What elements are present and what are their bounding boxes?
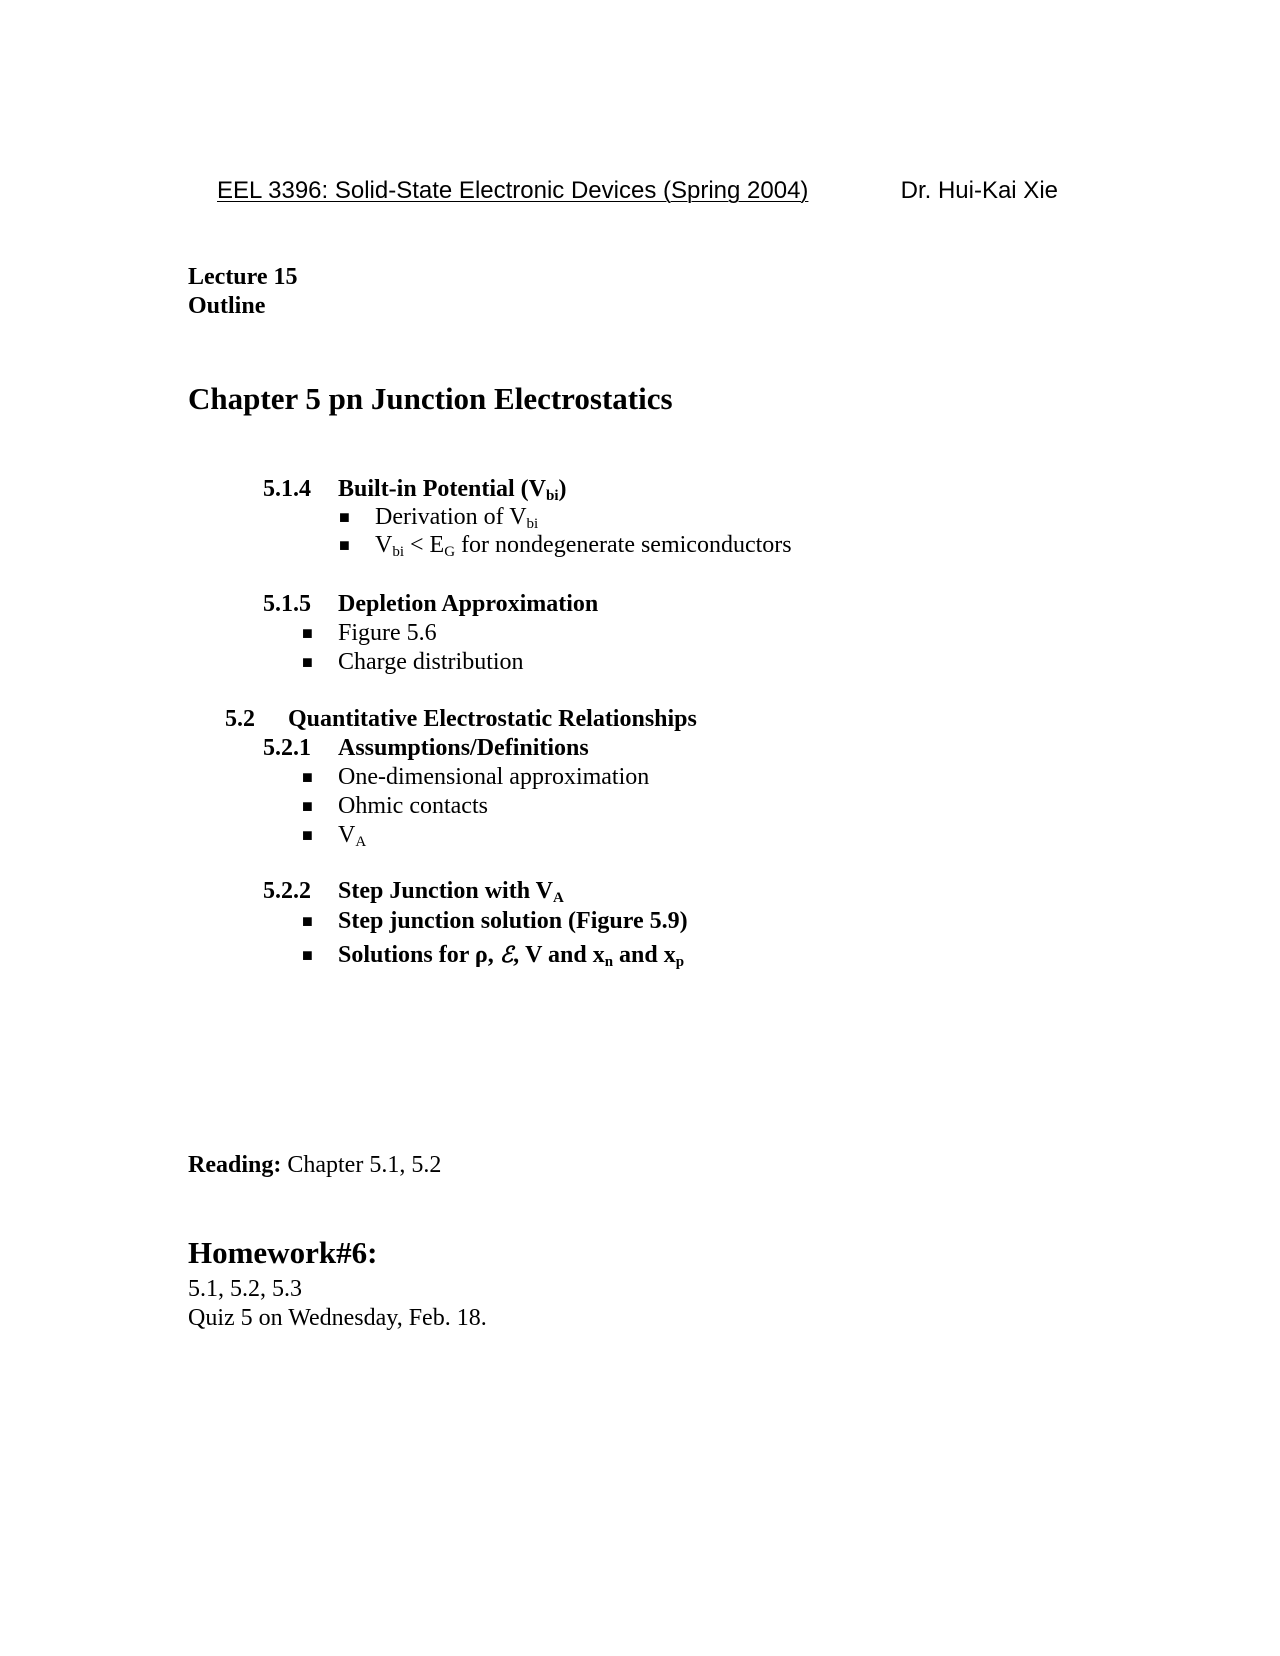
section-5-1-4-number: 5.1.4 [263,476,311,502]
homework-title: Homework#6: [188,1235,378,1270]
section-5-2-1-title: Assumptions/Definitions [338,735,589,761]
section-5-2-1-number: 5.2.1 [263,735,311,761]
bullet-vbi-less-than-eg: $V_{bi} < E_G$ for nondegenerate semiconductors [375,532,792,560]
section-5-2-2-title: Step Junction with $V_A$ [338,878,564,906]
bullet-figure-5-6: Figure 5.6 [338,620,437,646]
bullet-charge-distribution: Charge distribution [338,649,524,675]
section-5-2-2-number: 5.2.2 [263,878,311,904]
bullet-solutions-rho-e-v: Solutions for ρ, ℰ, V and $x_n$ and $x_p$ [338,942,685,970]
course-title: EEL 3396: Solid-State Electronic Devices (Spring 2004) [217,177,809,204]
section-5-2-number: 5.2 [225,706,255,732]
bullet-derivation-vbi: Derivation of $V_{bi}$ [375,504,539,532]
reading-line [188,1151,441,1179]
quiz-notice: Quiz 5 on Wednesday, Feb. 18. [188,1305,487,1331]
section-5-1-5-number: 5.1.5 [263,591,311,617]
square-bullet-icon: ■ [302,911,313,931]
outline-heading: Outline [188,293,266,319]
page-header [217,176,1058,206]
square-bullet-icon: ■ [302,945,313,965]
square-bullet-icon: ■ [302,767,313,787]
square-bullet-icon: ■ [302,623,313,643]
square-bullet-icon: ■ [339,507,350,527]
bullet-ohmic-contacts: Ohmic contacts [338,793,488,819]
reading-label: Reading: [188,1152,282,1178]
square-bullet-icon: ■ [339,535,350,555]
square-bullet-icon: ■ [302,796,313,816]
chapter-title: Chapter 5 pn Junction Electrostatics [188,381,673,416]
bullet-one-dimensional: One-dimensional approximation [338,764,650,790]
section-5-1-4-title: Built-in Potential $(V_{bi})$ [338,476,567,504]
bullet-step-junction-solution: Step junction solution (Figure 5.9) [338,908,688,934]
homework-problems: 5.1, 5.2, 5.3 [188,1276,302,1302]
square-bullet-icon: ■ [302,825,313,845]
lecture-number: Lecture 15 [188,264,298,290]
bullet-va: $V_A$ [338,822,367,850]
square-bullet-icon: ■ [302,652,313,672]
author-name: Dr. Hui-Kai Xie [900,177,1058,204]
reading-text: Chapter 5.1, 5.2 [281,1152,442,1178]
section-5-2-title: Quantitative Electrostatic Relationships [288,706,697,732]
section-5-1-5-title: Depletion Approximation [338,591,599,617]
